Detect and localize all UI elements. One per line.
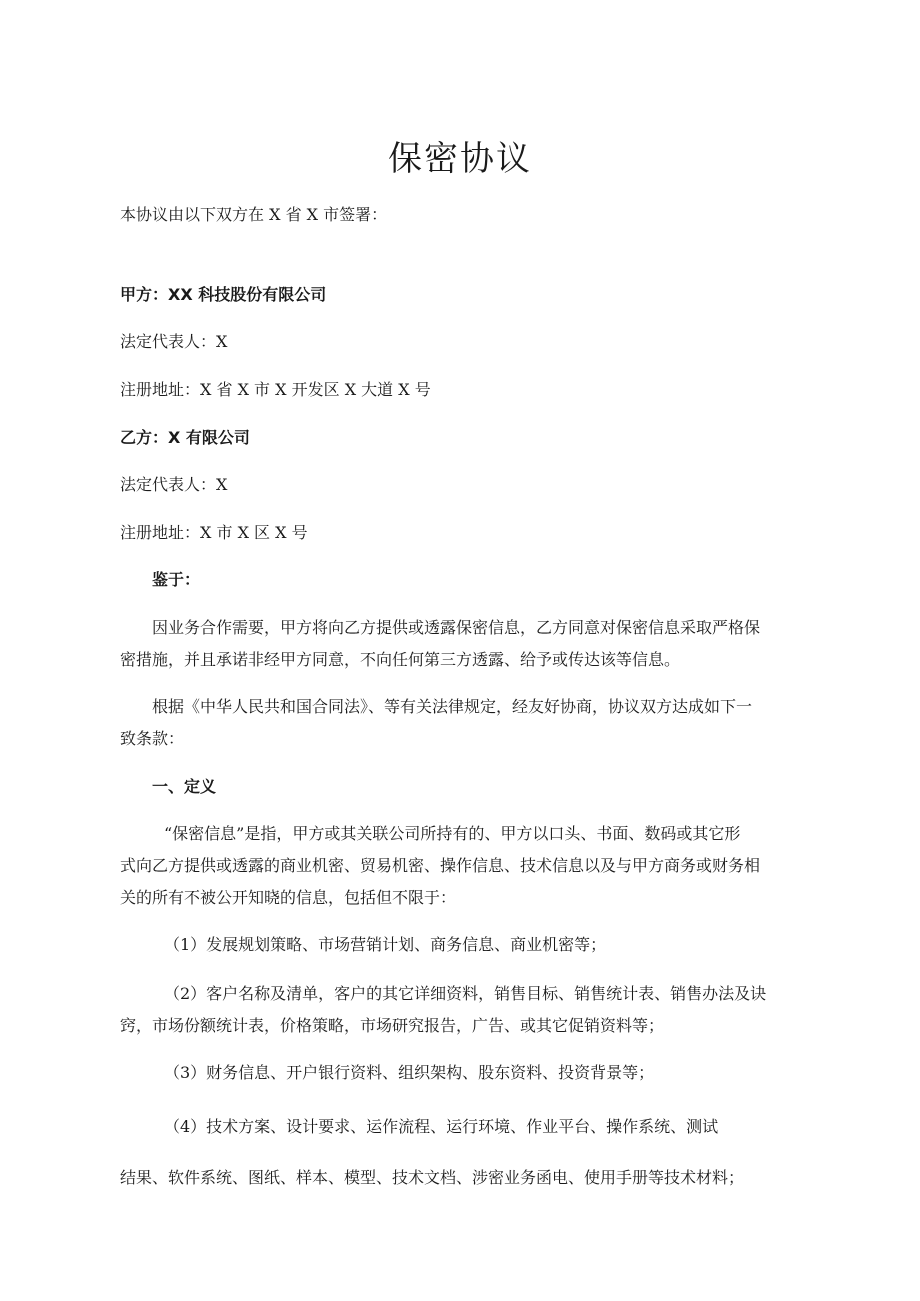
party-a-heading: 甲方：XX 科技股份有限公司 [120,285,327,304]
party-a-address: 注册地址：X 省 X 市 X 开发区 X 大道 X 号 [120,380,431,399]
list-item-1: （1）发展规划策略、市场营销计划、商务信息、商业机密等； [164,935,607,954]
list-item-2-line-2: 窍，市场份额统计表，价格策略，市场研究报告，广告、或其它促销资料等； [120,1016,665,1035]
list-item-4-line-1: （4）技术方案、设计要求、运作流程、运行环境、作业平台、操作系统、测试 [164,1117,719,1136]
paragraph-1-line-1: 因业务合作需要，甲方将向乙方提供或透露保密信息，乙方同意对保密信息采取严格保 [152,618,761,637]
document-title: 保密协议 [388,138,532,179]
definition-line-2: 式向乙方提供或透露的商业机密、贸易机密、操作信息、技术信息以及与甲方商务或财务相 [120,856,761,875]
whereas-heading: 鉴于： [152,570,201,589]
party-b-representative: 法定代表人：X [120,475,228,494]
list-item-2-line-1: （2）客户名称及清单，客户的其它详细资料，销售目标、销售统计表、销售办法及诀 [164,984,767,1003]
paragraph-2-line-2: 致条款： [120,729,185,748]
list-item-4-line-2: 结果、软件系统、图纸、样本、模型、技术文档、涉密业务函电、使用手册等技术材料； [120,1168,745,1187]
paragraph-1-line-2: 密措施，并且承诺非经甲方同意，不向任何第三方透露、给予或传达该等信息。 [120,650,681,669]
list-item-3: （3）财务信息、开户银行资料、组织架构、股东资料、投资背景等； [164,1063,655,1082]
intro-line: 本协议由以下双方在 X 省 X 市签署： [120,205,388,224]
section-1-heading: 一、定义 [152,777,217,796]
paragraph-2-line-1: 根据《中华人民共和国合同法》、等有关法律规定，经友好协商，协议双方达成如下一 [152,697,753,716]
party-a-representative: 法定代表人：X [120,332,228,351]
party-b-address: 注册地址：X 市 X 区 X 号 [120,523,308,542]
party-b-heading: 乙方：X 有限公司 [120,428,250,447]
definition-line-3: 关的所有不被公开知晓的信息，包括但不限于： [120,888,457,907]
definition-line-1: “保密信息”是指，甲方或其关联公司所持有的、甲方以口头、书面、数码或其它形 [164,824,741,843]
